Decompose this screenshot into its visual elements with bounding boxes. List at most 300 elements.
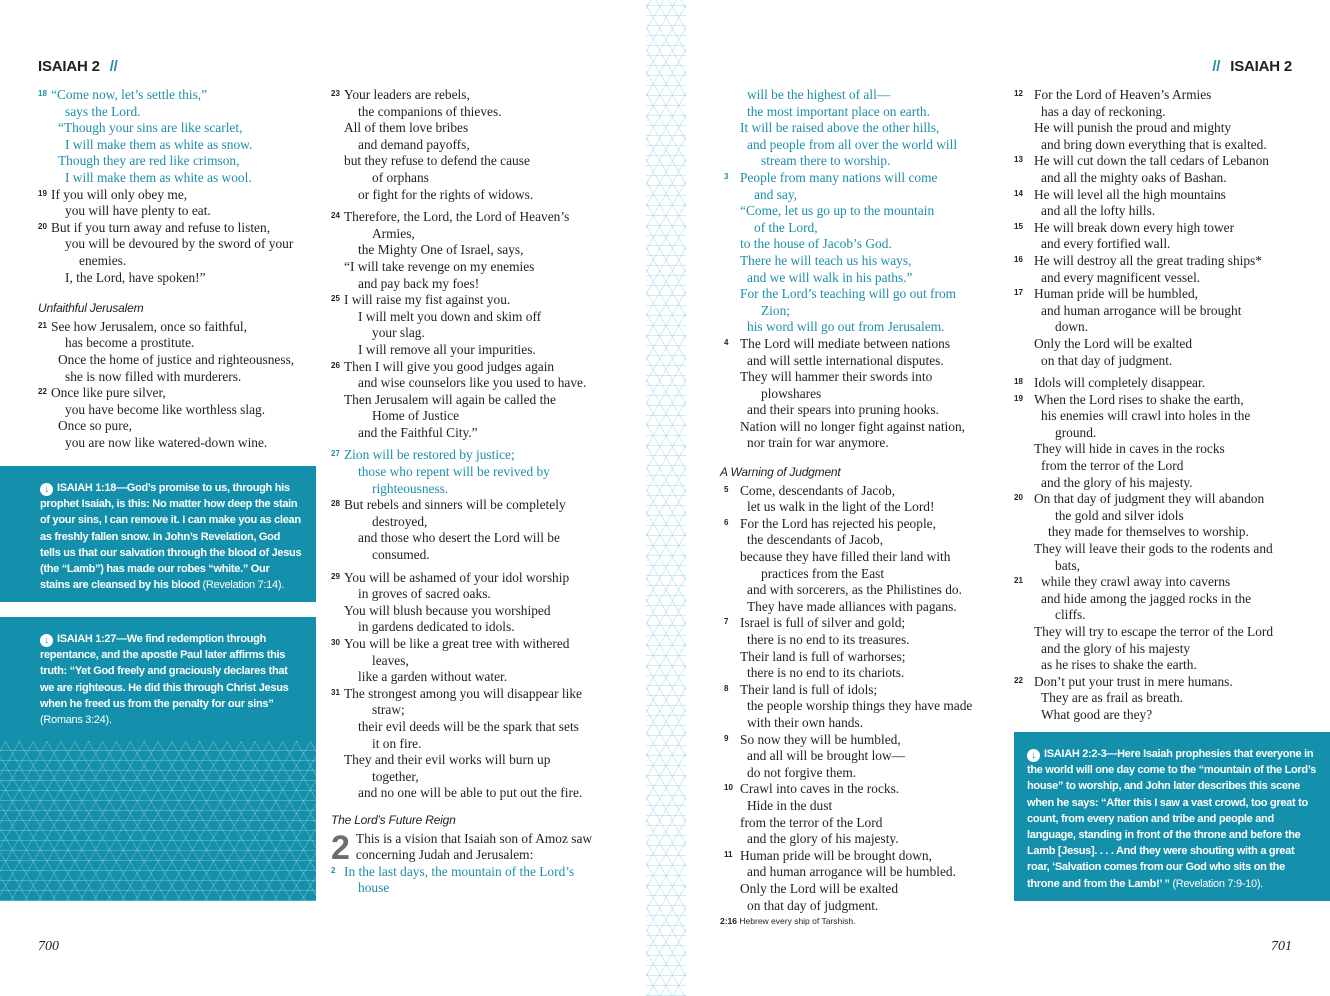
verse-text: They will leave their gods to the rodents and xyxy=(1034,541,1273,557)
verse-text: But if you turn away and refuse to listen, xyxy=(51,219,271,235)
decorative-pattern-block xyxy=(0,741,316,901)
verse-text: practices from the East xyxy=(761,565,885,581)
verse-line xyxy=(1014,220,1304,237)
verse-text: In the last days, the mountain of the Lord’s xyxy=(344,863,575,879)
verse-text: But rebels and sinners will be completely xyxy=(344,497,566,513)
verse-text: Human pride will be brought down, xyxy=(740,847,932,863)
verse-line xyxy=(720,732,1005,749)
verse-text: enemies. xyxy=(79,252,127,268)
verse-line xyxy=(720,715,1005,732)
verse-text: It will be raised above the other hills, xyxy=(740,120,940,136)
left-running-head-title: ISAIAH 2 xyxy=(38,58,100,75)
verse-text: and people from all over the world will xyxy=(747,136,958,152)
verse-line xyxy=(331,375,621,392)
verse-text: He will destroy all the great trading ships* xyxy=(1034,252,1262,268)
verse-line xyxy=(720,153,1005,170)
verse-text: They will hide in caves in the rocks xyxy=(1034,441,1225,457)
verse-text: do not forgive them. xyxy=(747,764,857,780)
verse-number: 19 xyxy=(1014,393,1023,403)
verse-text: Nation will no longer fight against nation, xyxy=(740,418,965,434)
callout-1-cite: (Revelation 7:14). xyxy=(202,579,284,592)
verse-text: and the glory of his majesty. xyxy=(1041,474,1193,490)
verse-line xyxy=(331,586,621,603)
verse-number: 18 xyxy=(1014,377,1023,387)
verse-text: I will remove all your impurities. xyxy=(358,341,536,357)
verse-number: 21 xyxy=(1014,576,1023,586)
verse-line xyxy=(1014,657,1304,674)
verse-text: your slag. xyxy=(372,325,425,341)
verse-text: plowshares xyxy=(761,385,822,401)
verse-line xyxy=(331,226,621,243)
verse-text: ground. xyxy=(1055,424,1097,440)
verse-text: Though they are red like crimson, xyxy=(58,153,240,169)
verse-line xyxy=(331,342,621,359)
verse-text: you will have plenty to eat. xyxy=(65,203,211,219)
verse-number: 15 xyxy=(1014,221,1023,231)
verse-text: You will blush because you worshiped xyxy=(344,602,551,618)
verse-line xyxy=(1014,203,1304,220)
verse-line xyxy=(720,566,1005,583)
verse-line xyxy=(331,686,621,703)
verse-text: “Though your sins are like scarlet, xyxy=(58,120,243,136)
verse-line xyxy=(38,187,318,204)
verse-text: and human arrogance will be brought xyxy=(1041,302,1242,318)
verse-text: or fight for the rights of widows. xyxy=(358,186,534,202)
left-column-2 xyxy=(331,87,621,897)
verse-text: Home of Justice xyxy=(372,408,460,424)
verse-text: has a day of reckoning. xyxy=(1041,103,1166,119)
verse-text: He will cut down the tall cedars of Lebanon xyxy=(1034,153,1270,169)
verse-line xyxy=(38,435,318,452)
verse-line xyxy=(1014,187,1304,204)
verse-line xyxy=(331,104,621,121)
verse-line xyxy=(1014,707,1304,724)
verse-line xyxy=(720,170,1005,187)
verse-text: and the glory of his majesty xyxy=(1041,640,1191,656)
verse-line xyxy=(38,170,318,187)
verse-text: leaves, xyxy=(372,652,409,668)
verse-text: like a garden without water. xyxy=(358,669,508,685)
verse-text: On that day of judgment they will abandon xyxy=(1034,491,1265,507)
verse-line xyxy=(1014,458,1304,475)
verse-text: because they have filled their land with xyxy=(740,549,951,565)
verse-line xyxy=(331,153,621,170)
verse-text: Then Jerusalem will again be called the xyxy=(344,391,556,407)
verse-text: there is no end to its treasures. xyxy=(747,632,910,647)
verse-line xyxy=(331,325,621,342)
verse-line xyxy=(720,682,1005,699)
verse-text: There he will teach us his ways, xyxy=(740,252,912,268)
right-page-number: 701 xyxy=(1271,939,1292,954)
verse-line xyxy=(720,848,1005,865)
verse-number: 12 xyxy=(1014,89,1023,98)
verse-line xyxy=(38,220,318,237)
verse-line xyxy=(720,187,1005,204)
verse-line xyxy=(720,898,1005,915)
verse-line xyxy=(720,815,1005,832)
verse-line xyxy=(1014,120,1304,137)
verse-text: concerning Judah and Jerusalem: xyxy=(355,847,534,863)
verse-number: 8 xyxy=(724,683,729,693)
verse-text: You will be ashamed of your idol worship xyxy=(344,569,570,585)
verse-line xyxy=(1014,170,1304,187)
verse-line xyxy=(720,532,1005,549)
verse-text: I will make them as white as snow. xyxy=(65,136,253,152)
verse-line xyxy=(38,153,318,170)
verse-line xyxy=(1014,303,1304,320)
verse-line xyxy=(331,702,621,719)
verse-text: and hide among the jagged rocks in the xyxy=(1041,590,1252,606)
verse-line xyxy=(1014,104,1304,121)
callout-2-body: —We find redemption through repentance, and the apostle Paul later affirms this truth: “Yet God freely and graciously declares that we are righteous. He did this through Christ Jesus when he freed us from the penalty for our sins” xyxy=(40,633,289,710)
verse-line xyxy=(38,120,318,137)
verse-number: 14 xyxy=(1014,188,1023,198)
verse-line xyxy=(720,599,1005,616)
verse-text: they made for themselves to worship. xyxy=(1048,524,1249,540)
verse-line xyxy=(1014,441,1304,458)
verse-number: 23 xyxy=(331,89,340,98)
verse-line xyxy=(331,359,621,376)
verse-text: Once like pure silver, xyxy=(51,385,166,401)
verse-text: For the Lord has rejected his people, xyxy=(740,515,936,531)
verse-text: Zion; xyxy=(761,302,791,318)
callout-isaiah-1-18 xyxy=(0,466,316,602)
verse-number: 6 xyxy=(724,517,729,527)
verse-number: 4 xyxy=(724,337,729,347)
verse-line xyxy=(331,736,621,753)
verse-line xyxy=(1014,690,1304,707)
verse-line xyxy=(1014,319,1304,336)
verse-line xyxy=(331,276,621,293)
verse-text: For the Lord’s teaching will go out from xyxy=(740,286,957,302)
verse-text: and with sorcerers, as the Philistines do. xyxy=(747,582,962,598)
callout-1-ref: ISAIAH 1:18 xyxy=(57,482,117,494)
verse-text: When the Lord rises to shake the earth, xyxy=(1034,391,1244,407)
verse-text: Human pride will be humbled, xyxy=(1034,286,1199,302)
verse-line xyxy=(720,104,1005,121)
verse-text: the gold and silver idols xyxy=(1055,507,1184,523)
verse-text: down. xyxy=(1055,319,1089,335)
verse-line xyxy=(720,336,1005,353)
verse-line xyxy=(331,259,621,276)
verse-number: 20 xyxy=(38,221,47,231)
verse-line xyxy=(1014,607,1304,624)
verse-number: 21 xyxy=(38,320,47,330)
verse-text: Come, descendants of Jacob, xyxy=(740,482,896,498)
verse-line xyxy=(331,187,621,204)
left-head-slashes: // xyxy=(109,58,118,75)
verse-line xyxy=(1014,236,1304,253)
verse-text: stream there to worship. xyxy=(761,153,891,169)
verse-text: I, the Lord, have spoken!” xyxy=(65,269,206,285)
verse-line xyxy=(1014,508,1304,525)
section-heading-unfaithful-jerusalem: Unfaithful Jerusalem xyxy=(38,301,144,316)
verse-line xyxy=(720,120,1005,137)
verse-text: destroyed, xyxy=(372,513,428,529)
verse-text: Crawl into caves in the rocks. xyxy=(740,781,900,797)
verse-text: and bring down everything that is exalted. xyxy=(1041,136,1267,152)
verse-text: and those who desert the Lord will be xyxy=(358,530,560,546)
verse-line xyxy=(720,353,1005,370)
verse-text: “Come, let us go up to the mountain xyxy=(740,203,935,219)
verse-line xyxy=(331,669,621,686)
verse-text: For the Lord of Heaven’s Armies xyxy=(1034,87,1212,102)
verse-text: What good are they? xyxy=(1041,706,1153,722)
verse-line xyxy=(331,137,621,154)
verse-line xyxy=(331,752,621,769)
verse-line xyxy=(1014,375,1304,392)
verse-text: and pay back my foes! xyxy=(358,275,480,291)
verse-line xyxy=(331,514,621,531)
verse-text: People from many nations will come xyxy=(740,169,938,185)
verse-text: I will make them as white as wool. xyxy=(65,169,252,185)
verse-text: and human arrogance will be humbled. xyxy=(747,864,956,880)
verse-line xyxy=(1014,137,1304,154)
verse-line xyxy=(1014,674,1304,691)
verse-text: Armies, xyxy=(372,225,415,241)
verse-line xyxy=(1014,475,1304,492)
verse-text: I will raise my fist against you. xyxy=(344,292,511,308)
verse-text: in groves of sacred oaks. xyxy=(358,586,491,602)
verse-text: to the house of Jacob’s God. xyxy=(740,236,892,252)
verse-text: You will be like a great tree with withered xyxy=(344,636,570,651)
verse-text: the descendants of Jacob, xyxy=(747,532,884,548)
verse-text: Once so pure, xyxy=(58,418,132,434)
right-running-head xyxy=(1212,58,1292,75)
verse-line xyxy=(38,137,318,154)
verse-text: and every fortified wall. xyxy=(1041,236,1171,252)
verse-line xyxy=(1014,574,1304,591)
verse-text: from the terror of the Lord xyxy=(1041,458,1184,474)
verse-text: the most important place on earth. xyxy=(747,103,930,119)
section-heading-warning-of-judgment: A Warning of Judgment xyxy=(720,465,841,480)
callout-3-cite: (Revelation 7:9-10). xyxy=(1172,877,1263,890)
verse-line xyxy=(38,319,318,336)
verse-number: 20 xyxy=(1014,493,1023,503)
verse-text: Their land is full of warhorses; xyxy=(740,648,906,664)
verse-text: righteousness. xyxy=(372,480,449,496)
verse-text: “I will take revenge on my enemies xyxy=(344,258,535,274)
verse-line xyxy=(38,352,318,369)
verse-line xyxy=(720,615,1005,632)
verse-line xyxy=(720,220,1005,237)
verse-number: 22 xyxy=(38,387,47,397)
verse-line xyxy=(38,87,318,104)
verse-line xyxy=(720,419,1005,436)
verse-line xyxy=(331,847,621,864)
verse-line xyxy=(331,392,621,409)
verse-number: 28 xyxy=(331,499,340,509)
verse-text: He will punish the proud and mighty xyxy=(1034,120,1232,136)
verse-text: and no one will be able to put out the fire. xyxy=(358,785,583,801)
verse-text: those who repent will be revived by xyxy=(358,464,550,480)
verse-text: and all will be brought low— xyxy=(747,748,906,764)
verse-text: there is no end to its chariots. xyxy=(747,665,905,681)
verse-text: in gardens dedicated to idols. xyxy=(358,619,515,635)
verse-line xyxy=(1014,491,1304,508)
verse-text: Idols will completely disappear. xyxy=(1034,375,1206,391)
verse-text: They will hammer their swords into xyxy=(740,369,933,385)
verse-line xyxy=(720,549,1005,566)
verse-line xyxy=(331,425,621,442)
verse-line xyxy=(1014,392,1304,409)
verse-line xyxy=(331,864,621,881)
verse-number: 26 xyxy=(331,360,340,370)
verse-text: and their spears into pruning hooks. xyxy=(747,402,939,418)
verse-text: while they crawl away into caverns xyxy=(1041,574,1231,590)
verse-text: The strongest among you will disappear like xyxy=(344,685,583,701)
verse-line xyxy=(720,748,1005,765)
verse-line xyxy=(720,253,1005,270)
verse-text: and say, xyxy=(754,186,798,202)
info-icon: ↓ xyxy=(40,483,53,496)
verse-line xyxy=(38,104,318,121)
verse-text: let us walk in the light of the Lord! xyxy=(747,499,935,515)
verse-text: house xyxy=(358,880,390,896)
verse-text: Then I will give you good judges again xyxy=(344,358,555,374)
verse-line xyxy=(720,798,1005,815)
verse-text: So now they will be humbled, xyxy=(740,731,901,747)
verse-line xyxy=(331,408,621,425)
verse-text: his enemies will crawl into holes in the xyxy=(1041,408,1251,424)
verse-text: If you will only obey me, xyxy=(51,186,188,202)
verse-line xyxy=(720,781,1005,798)
verse-text: she is now filled with murderers. xyxy=(65,368,242,384)
verse-number: 22 xyxy=(1014,675,1023,685)
verse-line xyxy=(720,303,1005,320)
left-running-head xyxy=(38,58,118,75)
verse-text: and wise counselors like you used to have. xyxy=(358,375,587,391)
verse-line xyxy=(1014,408,1304,425)
verse-line xyxy=(331,497,621,514)
verse-line xyxy=(1014,524,1304,541)
verse-line xyxy=(1014,153,1304,170)
verse-line xyxy=(331,719,621,736)
verse-number: 27 xyxy=(331,449,340,459)
verse-number: 9 xyxy=(724,733,729,743)
verse-line xyxy=(331,481,621,498)
verse-text: the Mighty One of Israel, says, xyxy=(358,242,524,258)
verse-text: cliffs. xyxy=(1055,607,1086,623)
verse-line xyxy=(1014,641,1304,658)
verse-line xyxy=(720,864,1005,881)
verse-text: Their land is full of idols; xyxy=(740,681,878,697)
verse-line xyxy=(720,765,1005,782)
verse-line xyxy=(38,253,318,270)
verse-text: Only the Lord will be exalted xyxy=(1034,335,1193,351)
verse-line xyxy=(1014,541,1304,558)
section-heading-lords-future-reign: The Lord’s Future Reign xyxy=(331,812,456,827)
verse-number: 29 xyxy=(331,571,340,581)
verse-line xyxy=(720,665,1005,682)
verse-text: Zion will be restored by justice; xyxy=(344,447,515,463)
verse-text: I will melt you down and skim off xyxy=(358,308,542,324)
footnote-text: Hebrew every ship of Tarshish. xyxy=(739,916,856,926)
right-column-2 xyxy=(1014,87,1304,724)
verse-line xyxy=(1014,353,1304,370)
verse-number: 16 xyxy=(1014,254,1023,264)
verse-text: of orphans xyxy=(372,169,429,185)
verse-text: Don’t put your trust in mere humans. xyxy=(1034,673,1233,689)
verse-line xyxy=(331,880,621,897)
verse-line xyxy=(720,582,1005,599)
verse-text: on that day of judgment. xyxy=(747,897,879,913)
verse-text: Therefore, the Lord, the Lord of Heaven’s xyxy=(344,209,570,225)
verse-number: 11 xyxy=(724,849,733,859)
verse-line xyxy=(720,516,1005,533)
verse-line xyxy=(1014,336,1304,353)
verse-text: All of them love bribes xyxy=(344,120,469,136)
verse-number: 30 xyxy=(331,638,340,647)
verse-line xyxy=(1014,624,1304,641)
callout-2-cite: (Romans 3:24). xyxy=(40,714,112,727)
verse-line xyxy=(720,881,1005,898)
verse-line xyxy=(331,209,621,226)
info-icon: ↓ xyxy=(40,634,53,647)
verse-line xyxy=(38,418,318,435)
verse-line xyxy=(38,402,318,419)
verse-text: This is a vision that Isaiah son of Amoz saw xyxy=(355,830,593,846)
verse-line xyxy=(331,603,621,620)
verse-number: 24 xyxy=(331,211,340,221)
footnote-ref: 2:16 xyxy=(720,916,738,926)
right-running-head-title: ISAIAH 2 xyxy=(1230,58,1292,75)
verse-text: from the terror of the Lord xyxy=(740,814,883,830)
verse-text: They are as frail as breath. xyxy=(1041,690,1184,706)
verse-line xyxy=(331,530,621,547)
verse-text: Hide in the dust xyxy=(747,797,833,813)
verse-text: together, xyxy=(372,768,419,784)
verse-text: Your leaders are rebels, xyxy=(344,87,470,102)
verse-line xyxy=(331,831,621,848)
verse-text: it on fire. xyxy=(372,735,422,751)
verse-line xyxy=(331,636,621,653)
verse-text: “Come now, let’s settle this,” xyxy=(51,87,208,102)
callout-isaiah-1-27 xyxy=(0,617,316,741)
verse-line xyxy=(331,170,621,187)
verse-line xyxy=(720,632,1005,649)
gutter-pattern xyxy=(646,0,686,996)
verse-line xyxy=(331,653,621,670)
verse-line xyxy=(1014,425,1304,442)
verse-text: and every magnificent vessel. xyxy=(1041,269,1201,285)
verse-text: They have made alliances with pagans. xyxy=(747,598,957,614)
verse-text: the people worship things they have made xyxy=(747,698,973,714)
verse-line xyxy=(38,236,318,253)
verse-line xyxy=(331,292,621,309)
verse-line xyxy=(720,386,1005,403)
verse-text: will be the highest of all— xyxy=(747,87,891,102)
verse-number: 18 xyxy=(38,89,47,98)
verse-line xyxy=(38,385,318,402)
verse-line xyxy=(720,286,1005,303)
verse-line xyxy=(1014,286,1304,303)
verse-line xyxy=(1014,591,1304,608)
verse-number: 2 xyxy=(331,865,336,875)
verse-line xyxy=(331,785,621,802)
left-column-1 xyxy=(38,87,318,451)
verse-line xyxy=(331,87,621,104)
verse-text: their evil deeds will be the spark that sets xyxy=(358,718,579,734)
verse-text: and all the mighty oaks of Bashan. xyxy=(1041,169,1227,185)
verse-line xyxy=(331,120,621,137)
verse-text: Israel is full of silver and gold; xyxy=(740,615,906,631)
verse-text: and all the lofty hills. xyxy=(1041,203,1156,219)
verse-text: and demand payoffs, xyxy=(358,136,470,152)
verse-number: 25 xyxy=(331,294,340,304)
verse-line xyxy=(38,203,318,220)
verse-text: The Lord will mediate between nations xyxy=(740,335,951,351)
